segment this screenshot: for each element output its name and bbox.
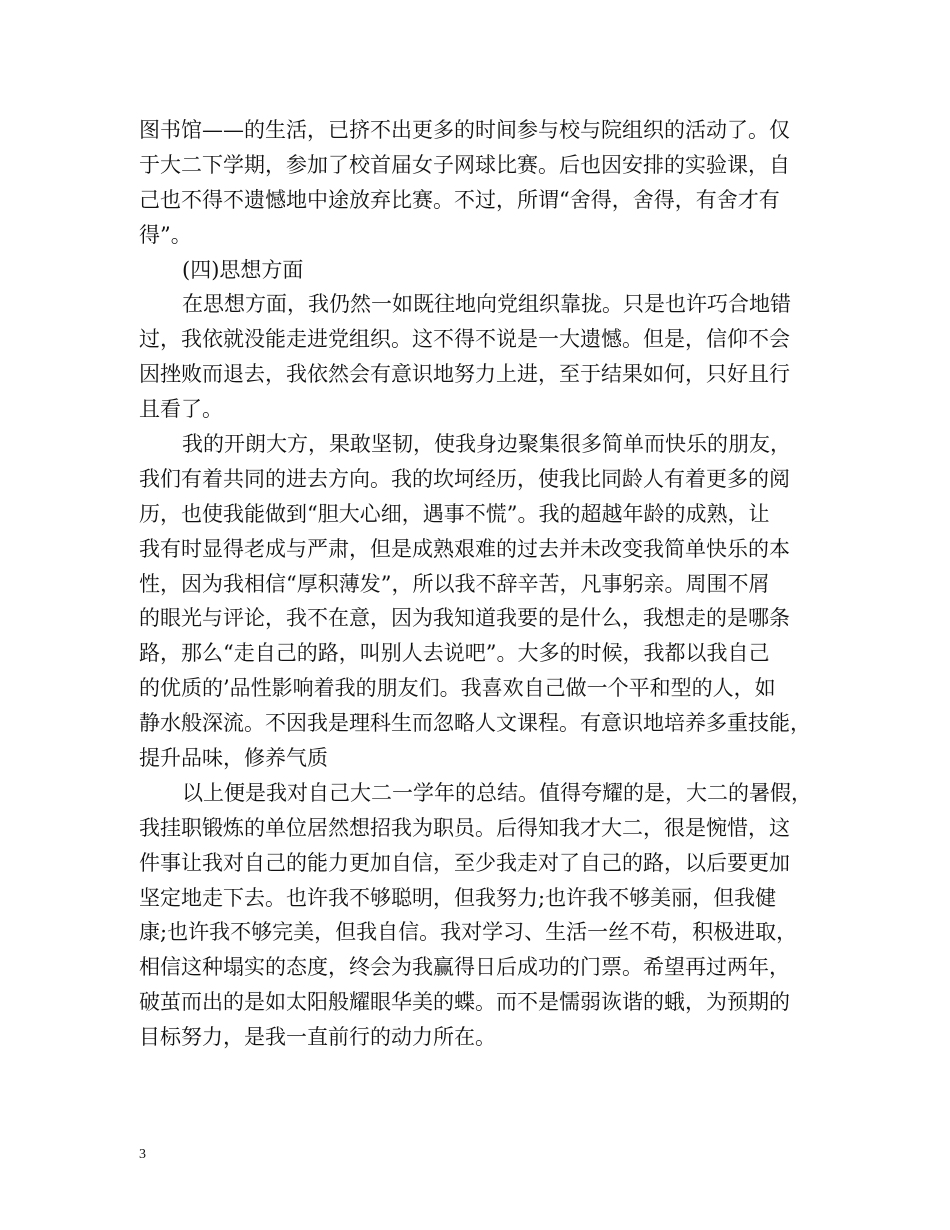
text-line: 得”。 (139, 222, 192, 247)
text-line: 康;也许我不够完美，但我自信。我对学习、生活一丝不苟，积极进取， (139, 920, 798, 945)
text-line: 因挫败而退去，我依然会有意识地努力上进，至于结果如何，只好且行 (139, 362, 790, 387)
text-line: 静水般深流。不因我是理科生而忽略人文课程。有意识地培养多重技能， (139, 711, 811, 736)
text-line: 的优质的’品性影响着我的朋友们。我喜欢自己做一个平和型的人，如 (139, 676, 776, 701)
text-line: 相信这种塌实的态度，终会为我赢得日后成功的门票。希望再过两年， (139, 955, 790, 980)
page-number: 3 (139, 1147, 146, 1162)
text-line: 目标努力，是我一直前行的动力所在。 (139, 1025, 496, 1050)
text-line: 坚定地走下去。也许我不够聪明，但我努力;也许我不够美丽，但我健 (139, 885, 777, 910)
text-line: 我有时显得老成与严肃，但是成熟艰难的过去并未改变我简单快乐的本 (139, 536, 790, 561)
text-line: 路，那么“走自己的路，叫别人去说吧”。大多的时候，我都以我自己 (139, 641, 770, 666)
text-line: 历，也使我能做到“胆大心细，遇事不慌”。我的超越年龄的成熟，让 (139, 501, 770, 526)
text-line: 己也不得不遗憾地中途放弃比赛。不过，所谓“舍得，舍得，有舍才有 (139, 187, 780, 212)
text-line: 我的开朗大方，果敢坚韧，使我身边聚集很多简单而快乐的朋友， (182, 432, 791, 457)
text-line: 且看了。 (139, 397, 223, 422)
text-line: 件事让我对自己的能力更加自信，至少我走对了自己的路，以后要更加 (139, 850, 790, 875)
text-line: 过，我依就没能走进党组织。这不得不说是一大遗憾。但是，信仰不会 (139, 327, 790, 352)
text-line: 在思想方面，我仍然一如既往地向党组织靠拢。只是也许巧合地错 (182, 292, 791, 317)
text-line: 我挂职锻炼的单位居然想招我为职员。后得知我才大二，很是惋惜，这 (139, 815, 790, 840)
text-line: 破茧而出的是如太阳般耀眼华美的蝶。而不是懦弱诙谐的蛾，为预期的 (139, 990, 790, 1015)
text-line: 以上便是我对自己大二一学年的总结。值得夸耀的是，大二的暑假， (182, 780, 812, 805)
text-line: 于大二下学期，参加了校首届女子网球比赛。后也因安排的实验课，自 (139, 152, 790, 177)
text-line: 性，因为我相信“厚积薄发”，所以我不辞辛苦，凡事躬亲。周围不屑 (139, 571, 770, 596)
text-line: 提升品味，修养气质 (139, 746, 328, 771)
body-text (139, 113, 829, 1055)
text-line: 我们有着共同的进去方向。我的坎坷经历，使我比同龄人有着更多的阅 (139, 466, 790, 491)
text-line: (四)思想方面 (182, 257, 304, 282)
text-line: 图书馆——的生活，已挤不出更多的时间参与校与院组织的活动了。仅 (139, 118, 790, 142)
text-line: 的眼光与评论，我不在意，因为我知道我要的是什么，我想走的是哪条 (139, 606, 790, 631)
